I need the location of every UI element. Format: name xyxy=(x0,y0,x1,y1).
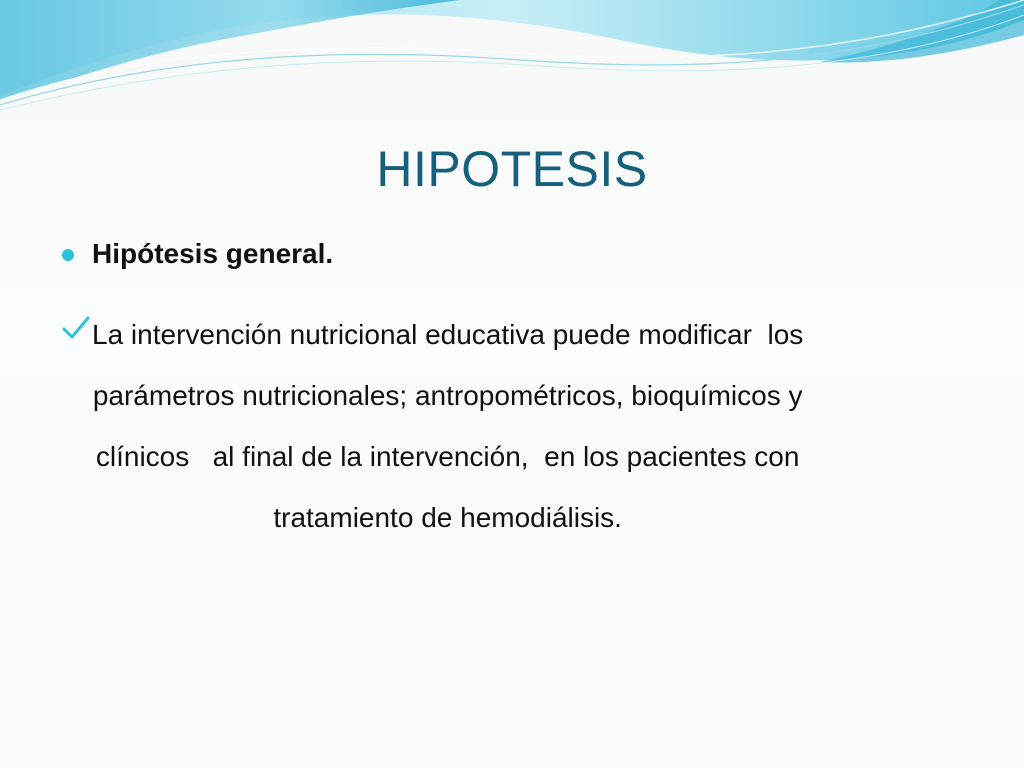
paragraph-line: parámetros nutricionales; antropométricos, bioquímicos y xyxy=(92,380,803,411)
header-wave-decoration xyxy=(0,0,1024,130)
paragraph-line: La intervención nutricional educativa puede modificar los xyxy=(92,319,804,350)
checkmark-icon xyxy=(60,312,92,344)
round-bullet-icon xyxy=(62,249,74,261)
hypothesis-paragraph xyxy=(92,304,803,548)
slide-title: HIPOTESIS xyxy=(376,141,648,197)
bullet-item xyxy=(62,238,333,270)
paragraph-line: clínicos al final de la intervención, en los pacientes con xyxy=(95,441,800,472)
paragraph-line: tratamiento de hemodiálisis. xyxy=(273,502,622,533)
check-list-item xyxy=(60,304,970,548)
bullet-label: Hipótesis general. xyxy=(92,238,334,269)
